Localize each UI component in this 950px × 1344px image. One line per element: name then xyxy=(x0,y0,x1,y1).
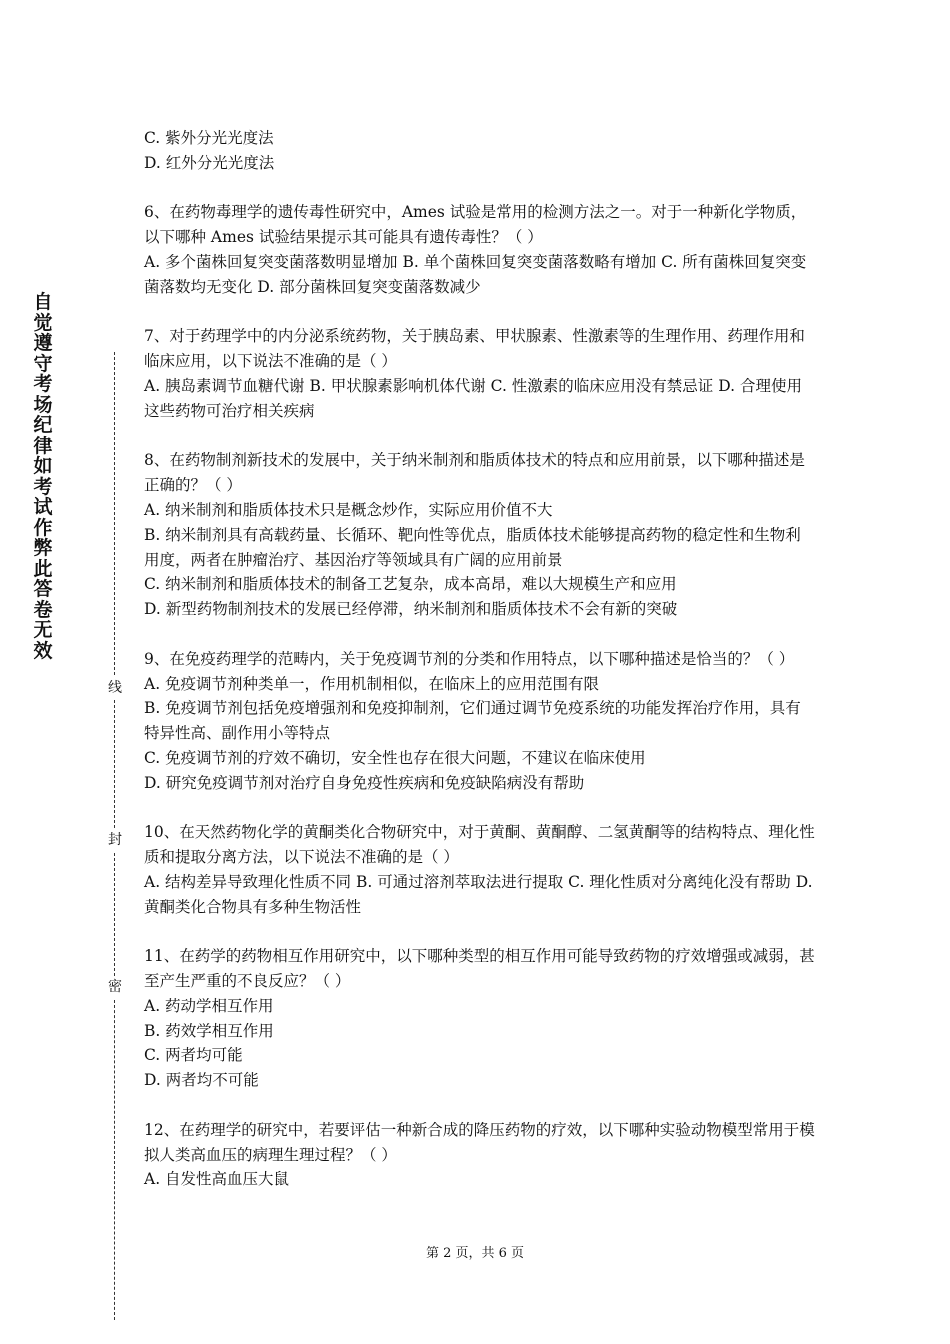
binding-dashed-line-bottom xyxy=(114,1000,115,1320)
option-a: A. 纳米制剂和脂质体技术只是概念炒作，实际应用价值不大 xyxy=(144,500,553,519)
question-options: A. 结构差异导致理化性质不同 B. 可通过溶剂萃取法进行提取 C. 理化性质对分离纯化没有帮助 D. 黄酮类化合物具有多种生物活性 xyxy=(144,872,813,916)
question-stem: 10、在天然药物化学的黄酮类化合物研究中，对于黄酮、黄酮醇、二氢黄酮等的结构特点、理化性质和提取分离方法，以下说法不准确的是（ ） xyxy=(144,823,815,867)
question-9 xyxy=(144,647,816,796)
page-footer: 第 2 页，共 6 页 xyxy=(425,1246,525,1261)
question-7 xyxy=(144,324,816,423)
question-stem: 12、在药理学的研究中，若要评估一种新合成的降压药物的疗效，以下哪种实验动物模型常用于模拟人类高血压的病理生理过程？（ ） xyxy=(144,1120,815,1164)
question-6 xyxy=(144,200,816,299)
option-d: D. 红外分光光度法 xyxy=(144,153,275,172)
option-c: C. 两者均可能 xyxy=(144,1046,243,1065)
binding-secret-char: 密 xyxy=(108,979,122,995)
exam-content xyxy=(144,126,816,1192)
binding-seal-char: 封 xyxy=(108,832,122,848)
question-options: A. 多个菌株回复突变菌落数明显增加 B. 单个菌株回复突变菌落数略有增加 C. 所有菌株回复突变菌落数均无变化 D. 部分菌株回复突变菌落数减少 xyxy=(144,252,807,296)
option-d: D. 新型药物制剂技术的发展已经停滞，纳米制剂和脂质体技术不会有新的突破 xyxy=(144,600,678,619)
option-a: A. 自发性高血压大鼠 xyxy=(144,1170,290,1189)
question-stem: 9、在免疫药理学的范畴内，关于免疫调节剂的分类和作用特点，以下哪种描述是恰当的？（ ） xyxy=(144,649,795,668)
option-b: B. 纳米制剂具有高载药量、长循环、靶向性等优点，脂质体技术能够提高药物的稳定性和生物利用度，两者在肿瘤治疗、基因治疗等领域具有广阔的应用前景 xyxy=(144,525,801,569)
leading-options xyxy=(144,126,816,176)
option-a: A. 药动学相互作用 xyxy=(144,996,274,1015)
binding-line-char: 线 xyxy=(108,680,122,696)
question-options: A. 胰岛素调节血糖代谢 B. 甲状腺素影响机体代谢 C. 性激素的临床应用没有禁忌证 D. 合理使用这些药物可治疗相关疾病 xyxy=(144,376,802,420)
option-c: C. 紫外分光光度法 xyxy=(144,129,274,147)
option-b: B. 免疫调节剂包括免疫增强剂和免疫抑制剂，它们通过调节免疫系统的功能发挥治疗作用，具有特异性高、副作用小等特点 xyxy=(144,699,801,743)
binding-dashed-line-top xyxy=(114,352,115,675)
binding-dashed-line-lower xyxy=(114,853,115,976)
question-stem: 8、在药物制剂新技术的发展中，关于纳米制剂和脂质体技术的特点和应用前景，以下哪种描述是正确的？（ ） xyxy=(144,451,805,495)
exam-discipline-notice: 自觉遵守考场纪律如考试作弊此答卷无效 xyxy=(33,291,53,662)
question-11 xyxy=(144,944,816,1093)
option-b: B. 药效学相互作用 xyxy=(144,1021,274,1040)
question-10 xyxy=(144,820,816,919)
question-12 xyxy=(144,1118,816,1192)
question-stem: 7、对于药理学中的内分泌系统药物，关于胰岛素、甲状腺素、性激素等的生理作用、药理作用和临床应用，以下说法不准确的是（ ） xyxy=(144,327,805,371)
option-c: C. 免疫调节剂的疗效不确切，安全性也存在很大问题，不建议在临床使用 xyxy=(144,748,646,767)
option-a: A. 免疫调节剂种类单一，作用机制相似，在临床上的应用范围有限 xyxy=(144,674,600,693)
option-d: D. 研究免疫调节剂对治疗自身免疫性疾病和免疫缺陷病没有帮助 xyxy=(144,773,585,792)
option-c: C. 纳米制剂和脂质体技术的制备工艺复杂，成本高昂，难以大规模生产和应用 xyxy=(144,575,677,594)
question-stem: 6、在药物毒理学的遗传毒性研究中，Ames 试验是常用的检测方法之一。对于一种新化学物质，以下哪种 Ames 试验结果提示其可能具有遗传毒性？（ ） xyxy=(144,203,807,247)
binding-dashed-line-middle xyxy=(114,700,115,828)
option-d: D. 两者均不可能 xyxy=(144,1071,259,1090)
question-stem: 11、在药学的药物相互作用研究中，以下哪种类型的相互作用可能导致药物的疗效增强或减弱，甚至产生严重的不良反应？（ ） xyxy=(144,947,815,991)
question-8 xyxy=(144,448,816,622)
